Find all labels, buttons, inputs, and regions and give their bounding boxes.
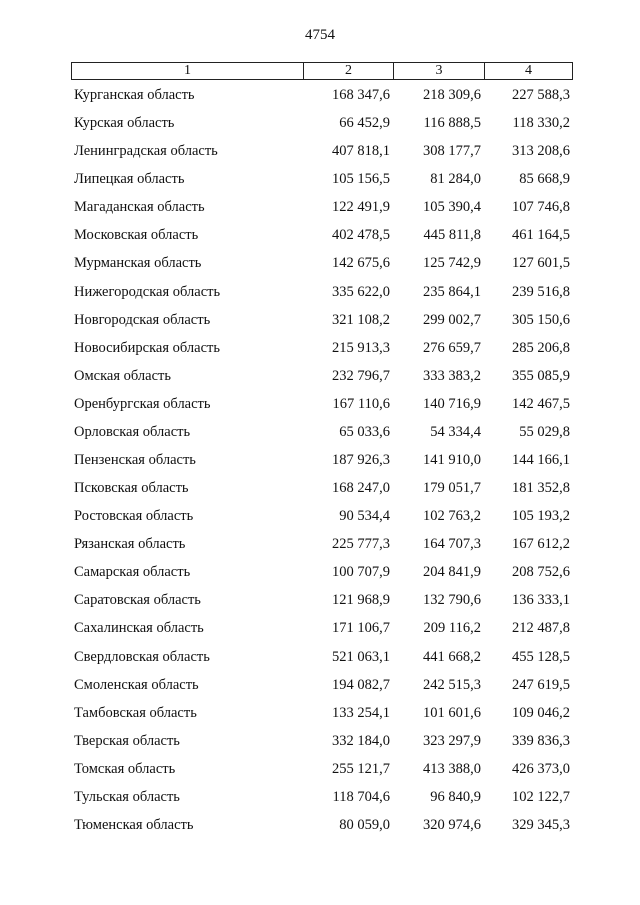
value-col-4: 426 373,0 bbox=[512, 760, 570, 777]
table-row bbox=[0, 423, 640, 451]
table-row bbox=[0, 619, 640, 647]
region-name: Сахалинская область bbox=[74, 620, 204, 637]
value-col-2: 171 106,7 bbox=[332, 620, 390, 637]
value-col-4: 247 619,5 bbox=[512, 676, 570, 693]
value-col-2: 100 707,9 bbox=[332, 564, 390, 581]
value-col-3: 140 716,9 bbox=[423, 395, 481, 412]
value-col-2: 321 108,2 bbox=[332, 311, 390, 328]
value-col-4: 329 345,3 bbox=[512, 817, 570, 834]
value-col-3: 445 811,8 bbox=[423, 227, 481, 244]
value-col-4: 118 330,2 bbox=[512, 115, 570, 132]
region-name: Нижегородская область bbox=[74, 283, 221, 300]
value-col-3: 441 668,2 bbox=[423, 648, 481, 665]
table-row bbox=[0, 226, 640, 254]
value-col-4: 144 166,1 bbox=[512, 452, 570, 469]
region-name: Тульская область bbox=[74, 788, 180, 805]
value-col-2: 232 796,7 bbox=[332, 367, 390, 384]
region-name: Курганская область bbox=[74, 87, 195, 103]
table-row bbox=[0, 254, 640, 282]
value-col-3: 132 790,6 bbox=[423, 592, 481, 609]
region-name: Мурманская область bbox=[74, 255, 202, 272]
value-col-2: 255 121,7 bbox=[332, 760, 390, 777]
table-row bbox=[0, 339, 640, 367]
value-col-4: 455 128,5 bbox=[512, 648, 570, 665]
value-col-2: 402 478,5 bbox=[332, 227, 390, 244]
value-col-3: 235 864,1 bbox=[423, 283, 481, 300]
region-name: Ростовская область bbox=[74, 508, 194, 525]
value-col-2: 133 254,1 bbox=[332, 704, 390, 721]
value-col-3: 54 334,4 bbox=[430, 423, 481, 440]
value-col-3: 141 910,0 bbox=[423, 452, 481, 469]
table-row bbox=[0, 283, 640, 311]
table-row bbox=[0, 395, 640, 423]
table-row bbox=[0, 563, 640, 591]
value-col-3: 242 515,3 bbox=[423, 676, 481, 693]
value-col-3: 413 388,0 bbox=[423, 760, 481, 777]
column-header-2: 2 bbox=[304, 63, 394, 79]
region-name: Псковская область bbox=[74, 480, 189, 497]
value-col-4: 167 612,2 bbox=[512, 536, 570, 553]
value-col-3: 105 390,4 bbox=[423, 199, 481, 216]
table-row bbox=[0, 198, 640, 226]
value-col-3: 101 601,6 bbox=[423, 704, 481, 721]
value-col-2: 225 777,3 bbox=[332, 536, 390, 553]
table-row bbox=[0, 142, 640, 170]
value-col-2: 105 156,5 bbox=[332, 171, 390, 188]
value-col-4: 339 836,3 bbox=[512, 732, 570, 749]
column-header-1: 1 bbox=[72, 63, 304, 79]
region-name: Липецкая область bbox=[74, 171, 185, 188]
value-col-2: 521 063,1 bbox=[332, 648, 390, 665]
value-col-4: 285 206,8 bbox=[512, 339, 570, 356]
value-col-2: 194 082,7 bbox=[332, 676, 390, 693]
region-name: Курская область bbox=[74, 115, 175, 132]
value-col-4: 227 588,3 bbox=[512, 87, 570, 103]
value-col-4: 102 122,7 bbox=[512, 788, 570, 805]
table-row bbox=[0, 170, 640, 198]
value-col-4: 107 746,8 bbox=[512, 199, 570, 216]
table-row bbox=[0, 732, 640, 760]
region-name: Рязанская область bbox=[74, 536, 186, 553]
value-col-2: 215 913,3 bbox=[332, 339, 390, 356]
table-row bbox=[0, 788, 640, 816]
column-header-4: 4 bbox=[525, 63, 532, 78]
table-row bbox=[0, 676, 640, 704]
value-col-2: 335 622,0 bbox=[332, 283, 390, 300]
value-col-2: 407 818,1 bbox=[332, 143, 390, 160]
table-row bbox=[0, 479, 640, 507]
value-col-3: 333 383,2 bbox=[423, 367, 481, 384]
page-number: 4754 bbox=[305, 27, 335, 43]
value-col-4: 181 352,8 bbox=[512, 480, 570, 497]
value-col-3: 164 707,3 bbox=[423, 536, 481, 553]
value-col-2: 121 968,9 bbox=[332, 592, 390, 609]
table-row bbox=[0, 507, 640, 535]
value-col-4: 105 193,2 bbox=[512, 508, 570, 525]
value-col-4: 305 150,6 bbox=[512, 311, 570, 328]
region-name: Смоленская область bbox=[74, 676, 199, 693]
value-col-2: 142 675,6 bbox=[332, 255, 390, 272]
value-col-2: 80 059,0 bbox=[339, 817, 390, 834]
region-name: Тюменская область bbox=[74, 817, 194, 834]
value-col-4: 355 085,9 bbox=[512, 367, 570, 384]
value-col-3: 204 841,9 bbox=[423, 564, 481, 581]
value-col-3: 102 763,2 bbox=[423, 508, 481, 525]
value-col-4: 136 333,1 bbox=[512, 592, 570, 609]
value-col-2: 187 926,3 bbox=[332, 452, 390, 469]
value-col-4: 55 029,8 bbox=[519, 423, 570, 440]
value-col-2: 168 247,0 bbox=[332, 480, 390, 497]
region-name: Магаданская область bbox=[74, 199, 205, 216]
value-col-3: 209 116,2 bbox=[423, 620, 481, 637]
region-name: Омская область bbox=[74, 367, 171, 384]
table-row bbox=[0, 591, 640, 619]
region-name: Саратовская область bbox=[74, 592, 201, 609]
value-col-4: 127 601,5 bbox=[512, 255, 570, 272]
region-name: Тверская область bbox=[74, 732, 180, 749]
value-col-2: 90 534,4 bbox=[339, 508, 390, 525]
table-row bbox=[0, 816, 640, 844]
value-col-2: 66 452,9 bbox=[339, 115, 390, 132]
value-col-4: 109 046,2 bbox=[512, 704, 570, 721]
table-row bbox=[0, 451, 640, 479]
table-header bbox=[71, 62, 573, 80]
column-header-3: 3 bbox=[394, 63, 485, 79]
table-row bbox=[0, 311, 640, 339]
value-col-4: 85 668,9 bbox=[519, 171, 570, 188]
value-col-3: 323 297,9 bbox=[423, 732, 481, 749]
value-col-3: 179 051,7 bbox=[423, 480, 481, 497]
value-col-3: 81 284,0 bbox=[430, 171, 481, 188]
value-col-4: 239 516,8 bbox=[512, 283, 570, 300]
value-col-2: 122 491,9 bbox=[332, 199, 390, 216]
value-col-4: 208 752,6 bbox=[512, 564, 570, 581]
value-col-4: 212 487,8 bbox=[512, 620, 570, 637]
value-col-4: 142 467,5 bbox=[512, 395, 570, 412]
region-name: Новгородская область bbox=[74, 311, 211, 328]
region-name: Тамбовская область bbox=[74, 704, 197, 721]
region-name: Московская область bbox=[74, 227, 199, 244]
value-col-4: 461 164,5 bbox=[512, 227, 570, 244]
table-row bbox=[0, 114, 640, 142]
value-col-3: 299 002,7 bbox=[423, 311, 481, 328]
region-name: Томская область bbox=[74, 760, 176, 777]
region-name: Свердловская область bbox=[74, 648, 210, 665]
region-name: Новосибирская область bbox=[74, 339, 220, 356]
table-row bbox=[0, 704, 640, 732]
value-col-2: 118 704,6 bbox=[332, 788, 390, 805]
table-row bbox=[0, 367, 640, 395]
table-row bbox=[0, 86, 640, 114]
value-col-4: 313 208,6 bbox=[512, 143, 570, 160]
value-col-2: 65 033,6 bbox=[339, 423, 390, 440]
value-col-3: 320 974,6 bbox=[423, 817, 481, 834]
table-row bbox=[0, 535, 640, 563]
region-name: Оренбургская область bbox=[74, 395, 211, 412]
region-name: Ленинградская область bbox=[74, 143, 218, 160]
table-row bbox=[0, 648, 640, 676]
value-col-2: 167 110,6 bbox=[332, 395, 390, 412]
value-col-2: 332 184,0 bbox=[332, 732, 390, 749]
region-name: Самарская область bbox=[74, 564, 191, 581]
table-row bbox=[0, 760, 640, 788]
region-name: Пензенская область bbox=[74, 452, 196, 469]
value-col-2: 168 347,6 bbox=[332, 87, 390, 103]
value-col-3: 96 840,9 bbox=[430, 788, 481, 805]
value-col-3: 125 742,9 bbox=[423, 255, 481, 272]
region-name: Орловская область bbox=[74, 423, 191, 440]
value-col-3: 218 309,6 bbox=[423, 87, 481, 103]
value-col-3: 116 888,5 bbox=[423, 115, 481, 132]
table-body bbox=[0, 86, 640, 844]
value-col-3: 276 659,7 bbox=[423, 339, 481, 356]
value-col-3: 308 177,7 bbox=[423, 143, 481, 160]
